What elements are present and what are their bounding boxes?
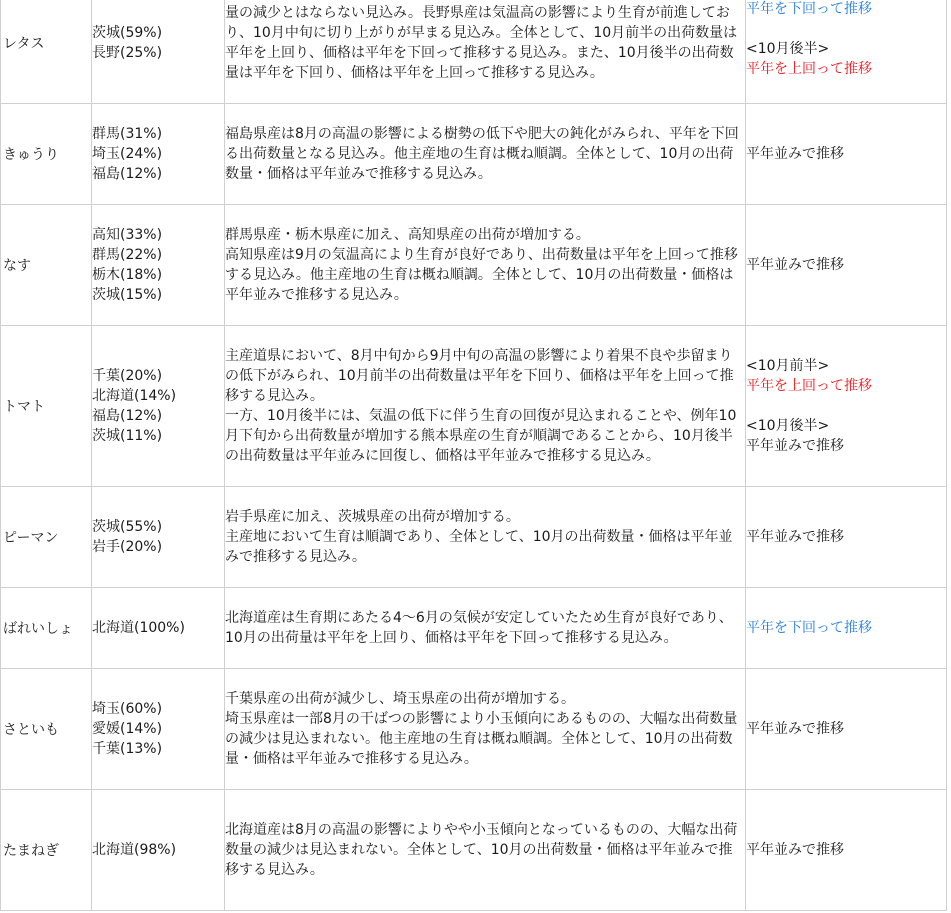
origin-share: 群馬(22%) [92,246,163,263]
origin-share: 群馬(31%) [92,125,163,142]
origin-share: 茨城(15%) [92,286,163,303]
table-row [0,587,947,669]
vegetable-name-cell [0,486,91,587]
table-row [0,103,947,205]
origin-cell [91,789,224,910]
origin-share: 長野(25%) [92,44,163,61]
outlook-description-cell [224,486,745,587]
description-line: 主産道県において、8月中旬から9月中旬の高温の影響により着果不良や歩留まり [225,347,733,364]
description-line: 平年並みで推移する見込み。 [225,286,408,303]
price-trend-cell [745,103,947,204]
origin-share: 愛媛(14%) [92,720,163,737]
description-line: 岩手県産に加え、茨城県産の出荷が増加する。 [225,508,520,525]
origin-cell [91,325,224,486]
vegetable-name: ばれいしょ [3,620,73,637]
description-line: する見込み。他主産地の生育は概ね順調。全体として、10月の出荷数量・価格は [225,266,734,283]
origin-share: 福島(12%) [92,407,163,424]
outlook-description-cell [224,103,745,204]
price-trend-cell [745,789,947,910]
price-trend-text: 平年並みで推移 [746,720,844,737]
vegetable-name-cell [0,325,91,486]
price-trend-cell [745,204,947,325]
description-line: 群馬県産・栃木県産に加え、高知県産の出荷が増加する。 [225,226,590,243]
table-row [0,204,947,326]
origin-share: 茨城(11%) [92,427,163,444]
origin-share: 栃木(18%) [92,266,163,283]
vegetable-name: レタス [3,35,45,52]
description-line: り、10月中旬に切り上がりが早まる見込み。全体として、10月前半の出荷数量は [225,24,738,41]
vegetable-name-cell [0,103,91,204]
origin-cell [91,486,224,587]
origin-cell [91,103,224,204]
origin-share: 埼玉(60%) [92,700,163,717]
price-trend-text: <10月後半> [746,417,830,434]
outlook-description-cell [224,0,745,103]
price-trend-text: 平年並みで推移 [746,841,844,858]
table-row [0,0,947,104]
price-trend-text: 平年並みで推移 [746,256,844,273]
description-line: 移する見込み。 [225,387,324,404]
price-trend-text: 平年を上回って推移 [746,60,872,77]
price-trend-cell [745,486,947,587]
description-line: の減少は見込まれない。他主産地の生育は概ね順調。全体として、10月の出荷数 [225,730,733,747]
origin-cell [91,668,224,789]
origin-share: 千葉(20%) [92,367,163,384]
origin-share: 岩手(20%) [92,538,163,555]
description-line: 北海道産は生育期にあたる4～6月の気候が安定していたため生育が良好であり、 [225,609,733,626]
description-line: 主産地において生育は順調であり、全体として、10月の出荷数量・価格は平年並 [225,528,733,545]
price-trend-text: 平年を上回って推移 [746,377,872,394]
description-line: 移する見込み。 [225,861,324,878]
description-line: 量は平年を下回り、価格は平年を上回って推移する見込み。 [225,64,604,81]
origin-share: 北海道(100%) [92,619,185,636]
price-trend-cell [745,587,947,668]
origin-cell [91,204,224,325]
description-line: みで推移する見込み。 [225,548,366,565]
description-line: の出荷数量は平年並みに回復し、価格は平年並みで推移する見込み。 [225,447,660,464]
origin-share: 千葉(13%) [92,740,163,757]
vegetable-name: なす [3,257,31,274]
vegetable-name-cell [0,789,91,910]
description-line: 福島県産は8月の高温の影響による樹勢の低下や肥大の鈍化がみられ、平年を下回 [225,125,739,142]
description-line: 数量・価格は平年並みで推移する見込み。 [225,165,492,182]
price-trend-spacer [746,396,872,416]
vegetable-name: さといも [3,721,59,738]
outlook-description-cell [224,668,745,789]
vegetable-name-cell [0,587,91,668]
origin-share: 福島(12%) [92,165,163,182]
description-line: 数量の減少は見込まれない。全体として、10月の出荷数量・価格は平年並みで推 [225,841,733,858]
vegetable-name: たまねぎ [3,842,59,859]
price-trend-text: <10月前半> [746,357,830,374]
description-line: 一方、10月後半には、気温の低下に伴う生育の回復が見込まれることや、例年10 [225,407,737,424]
table-row [0,486,947,588]
price-trend-text: 平年並みで推移 [746,528,844,545]
origin-share: 北海道(98%) [92,841,177,858]
origin-share: 高知(33%) [92,226,163,243]
vegetable-name: ピーマン [3,529,59,546]
vegetable-name-cell [0,0,91,103]
description-line: 千葉県産の出荷が減少し、埼玉県産の出荷が増加する。 [225,690,575,707]
description-line: 量・価格は平年並みで推移する見込み。 [225,750,478,767]
description-line: 月下旬から出荷数量が増加する熊本県産の生育が順調であることから、10月後半 [225,427,733,444]
price-trend-text: 平年を下回って推移 [746,0,872,17]
outlook-description-cell [224,587,745,668]
outlook-description-cell [224,325,745,486]
table-row [0,668,947,790]
price-trend-text: <10月後半> [746,40,830,57]
outlook-description-cell [224,204,745,325]
price-trend-cell [745,0,947,103]
vegetable-name: トマト [3,398,45,415]
origin-share: 北海道(14%) [92,387,177,404]
vegetable-name-cell [0,204,91,325]
vegetable-name-cell [0,668,91,789]
outlook-description-cell [224,789,745,910]
price-trend-text: 平年並みで推移 [746,437,844,454]
price-trend-text: 平年並みで推移 [746,145,844,162]
vegetable-name: きゅうり [3,146,59,163]
table-row [0,789,947,911]
description-line: る出荷数量となる見込み。他主産地の生育は概ね順調。全体として、10月の出荷 [225,145,734,162]
table-row [0,325,947,487]
description-line: 北海道産は8月の高温の影響によりやや小玉傾向となっているものの、大幅な出荷 [225,821,738,838]
description-line: 量の減少とはならない見込み。長野県産は気温高の影響により生育が前進してお [225,4,730,21]
price-trend-cell [745,325,947,486]
origin-share: 茨城(55%) [92,518,163,535]
origin-cell [91,587,224,668]
description-line: 平年を上回り、価格は平年を下回って推移する見込み。また、10月後半の出荷数 [225,44,734,61]
origin-share: 埼玉(24%) [92,145,163,162]
origin-cell [91,0,224,103]
price-trend-text: 平年を下回って推移 [746,619,872,636]
origin-share: 茨城(59%) [92,24,163,41]
price-trend-cell [745,668,947,789]
description-line: 埼玉県産は一部8月の干ばつの影響により小玉傾向にあるものの、大幅な出荷数量 [225,710,738,727]
description-line: の低下がみられ、10月前半の出荷数量は平年を下回り、価格は平年を上回って推 [225,367,734,384]
description-line: 10月の出荷量は平年を上回り、価格は平年を下回って推移する見込み。 [225,629,678,646]
description-line: 高知県産は9月の気温高により生育が良好であり、出荷数量は平年を上回って推移 [225,246,738,263]
price-trend-spacer [746,19,872,39]
